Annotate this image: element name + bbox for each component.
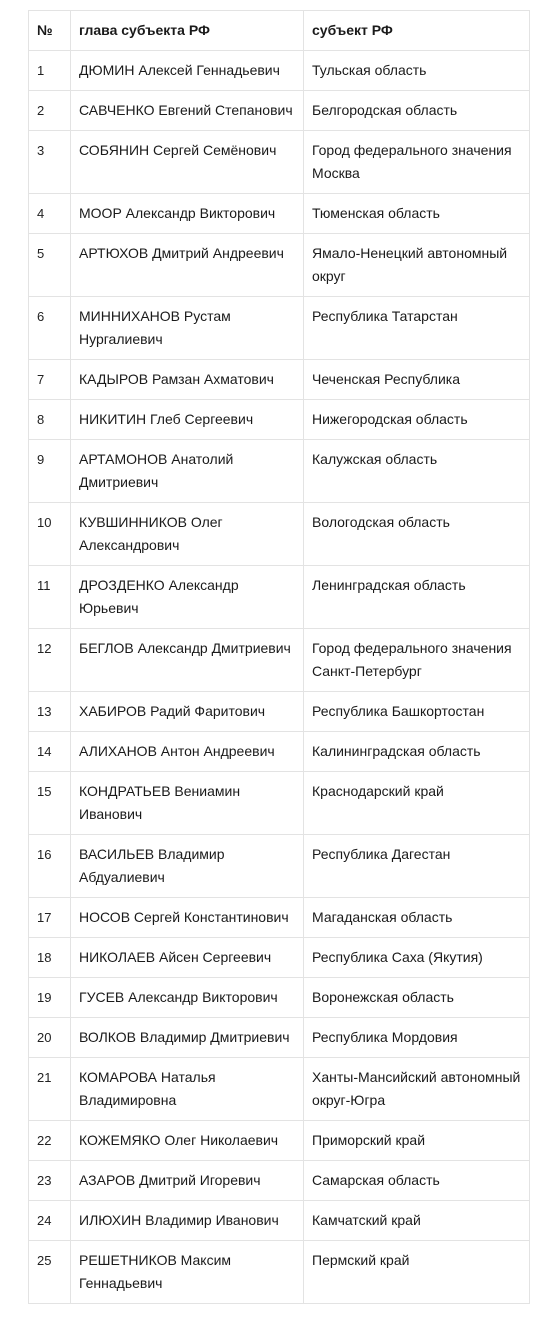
row-number: 19: [29, 978, 71, 1018]
row-head-name: КАДЫРОВ Рамзан Ахматович: [71, 360, 304, 400]
row-number: 24: [29, 1201, 71, 1241]
table-row: [29, 131, 530, 194]
table-row: [29, 234, 530, 297]
table-row: [29, 692, 530, 732]
row-number: 16: [29, 835, 71, 898]
table-row: [29, 1121, 530, 1161]
row-subject: Республика Мордовия: [304, 1018, 530, 1058]
row-number: 10: [29, 503, 71, 566]
row-number: 22: [29, 1121, 71, 1161]
header-number: №: [29, 11, 71, 51]
row-subject: Самарская область: [304, 1161, 530, 1201]
header-head: глава субъекта РФ: [71, 11, 304, 51]
row-head-name: АРТЮХОВ Дмитрий Андреевич: [71, 234, 304, 297]
table-row: [29, 297, 530, 360]
row-number: 14: [29, 732, 71, 772]
row-number: 6: [29, 297, 71, 360]
table-row: [29, 1201, 530, 1241]
row-subject: Калининградская область: [304, 732, 530, 772]
header-row: [29, 11, 530, 51]
row-head-name: АЗАРОВ Дмитрий Игоревич: [71, 1161, 304, 1201]
row-number: 13: [29, 692, 71, 732]
table-row: [29, 360, 530, 400]
table-body: [29, 51, 530, 1304]
row-head-name: БЕГЛОВ Александр Дмитриевич: [71, 629, 304, 692]
table-row: [29, 732, 530, 772]
row-number: 20: [29, 1018, 71, 1058]
row-subject: Тульская область: [304, 51, 530, 91]
row-number: 15: [29, 772, 71, 835]
row-subject: Ямало-Ненецкий автономный округ: [304, 234, 530, 297]
table-row: [29, 898, 530, 938]
table-row: [29, 772, 530, 835]
table-row: [29, 194, 530, 234]
row-number: 1: [29, 51, 71, 91]
row-number: 8: [29, 400, 71, 440]
row-number: 12: [29, 629, 71, 692]
row-number: 23: [29, 1161, 71, 1201]
table-row: [29, 1058, 530, 1121]
row-head-name: МООР Александр Викторович: [71, 194, 304, 234]
row-head-name: КУВШИННИКОВ Олег Александрович: [71, 503, 304, 566]
table-row: [29, 566, 530, 629]
row-head-name: ВОЛКОВ Владимир Дмитриевич: [71, 1018, 304, 1058]
row-subject: Пермский край: [304, 1241, 530, 1304]
row-subject: Республика Саха (Якутия): [304, 938, 530, 978]
row-number: 11: [29, 566, 71, 629]
row-subject: Город федерального значения Москва: [304, 131, 530, 194]
table-row: [29, 1161, 530, 1201]
row-subject: Республика Дагестан: [304, 835, 530, 898]
row-head-name: РЕШЕТНИКОВ Максим Геннадьевич: [71, 1241, 304, 1304]
row-head-name: МИННИХАНОВ Рустам Нургалиевич: [71, 297, 304, 360]
table-row: [29, 440, 530, 503]
table-header: [29, 11, 530, 51]
row-subject: Калужская область: [304, 440, 530, 503]
row-head-name: КОНДРАТЬЕВ Вениамин Иванович: [71, 772, 304, 835]
row-subject: Воронежская область: [304, 978, 530, 1018]
table-row: [29, 1241, 530, 1304]
row-head-name: АРТАМОНОВ Анатолий Дмитриевич: [71, 440, 304, 503]
row-number: 25: [29, 1241, 71, 1304]
row-subject: Тюменская область: [304, 194, 530, 234]
row-subject: Магаданская область: [304, 898, 530, 938]
row-head-name: ДРОЗДЕНКО Александр Юрьевич: [71, 566, 304, 629]
row-head-name: ВАСИЛЬЕВ Владимир Абдуалиевич: [71, 835, 304, 898]
table-row: [29, 1018, 530, 1058]
table-row: [29, 400, 530, 440]
row-head-name: НИКОЛАЕВ Айсен Сергеевич: [71, 938, 304, 978]
table-row: [29, 978, 530, 1018]
table-row: [29, 91, 530, 131]
row-subject: Приморский край: [304, 1121, 530, 1161]
row-head-name: НИКИТИН Глеб Сергеевич: [71, 400, 304, 440]
table-row: [29, 503, 530, 566]
row-head-name: НОСОВ Сергей Константинович: [71, 898, 304, 938]
row-subject: Вологодская область: [304, 503, 530, 566]
row-subject: Камчатский край: [304, 1201, 530, 1241]
row-head-name: АЛИХАНОВ Антон Андреевич: [71, 732, 304, 772]
row-number: 21: [29, 1058, 71, 1121]
row-subject: Республика Башкортостан: [304, 692, 530, 732]
row-number: 2: [29, 91, 71, 131]
row-subject: Ханты-Мансийский автономный округ-Югра: [304, 1058, 530, 1121]
row-subject: Республика Татарстан: [304, 297, 530, 360]
row-subject: Ленинградская область: [304, 566, 530, 629]
row-number: 5: [29, 234, 71, 297]
row-head-name: ДЮМИН Алексей Геннадьевич: [71, 51, 304, 91]
row-number: 3: [29, 131, 71, 194]
table-row: [29, 51, 530, 91]
table-row: [29, 835, 530, 898]
row-subject: Белгородская область: [304, 91, 530, 131]
row-number: 4: [29, 194, 71, 234]
row-subject: Краснодарский край: [304, 772, 530, 835]
row-number: 9: [29, 440, 71, 503]
row-number: 18: [29, 938, 71, 978]
row-subject: Город федерального значения Санкт-Петербург: [304, 629, 530, 692]
table-row: [29, 629, 530, 692]
row-head-name: СОБЯНИН Сергей Семёнович: [71, 131, 304, 194]
table-row: [29, 938, 530, 978]
governors-table: [28, 10, 530, 1304]
row-head-name: ХАБИРОВ Радий Фаритович: [71, 692, 304, 732]
row-head-name: ГУСЕВ Александр Викторович: [71, 978, 304, 1018]
row-subject: Чеченская Республика: [304, 360, 530, 400]
row-head-name: КОЖЕМЯКО Олег Николаевич: [71, 1121, 304, 1161]
row-head-name: ИЛЮХИН Владимир Иванович: [71, 1201, 304, 1241]
header-subject: субъект РФ: [304, 11, 530, 51]
row-subject: Нижегородская область: [304, 400, 530, 440]
row-head-name: САВЧЕНКО Евгений Степанович: [71, 91, 304, 131]
row-head-name: КОМАРОВА Наталья Владимировна: [71, 1058, 304, 1121]
row-number: 7: [29, 360, 71, 400]
row-number: 17: [29, 898, 71, 938]
